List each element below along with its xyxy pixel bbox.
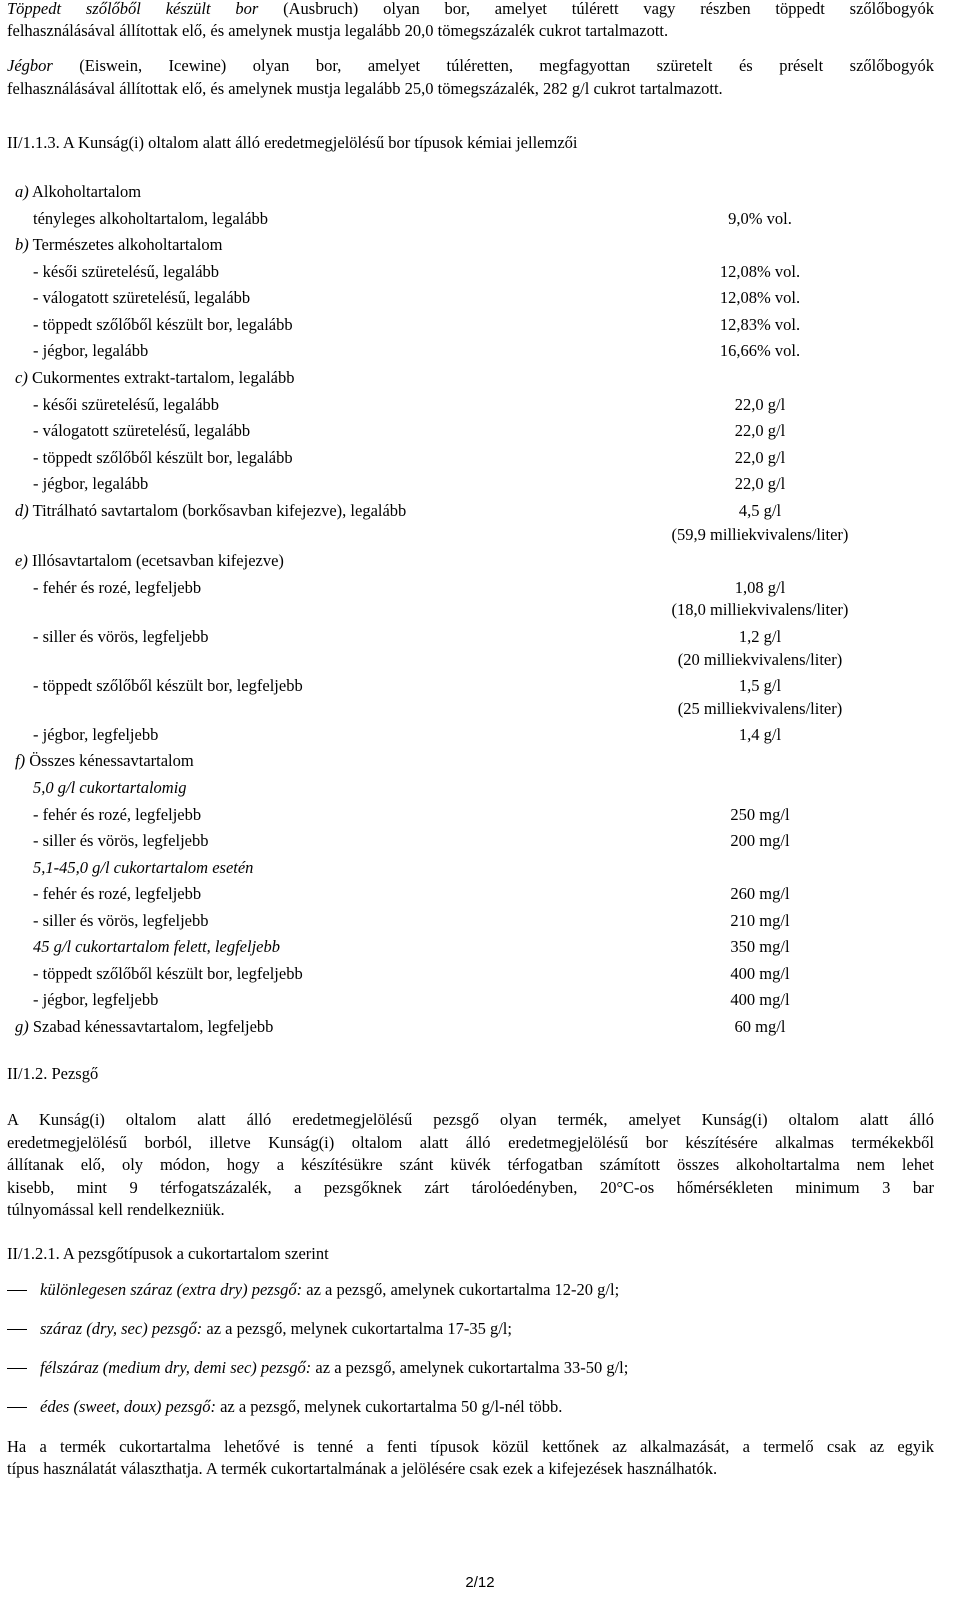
intro-p1-line2: felhasználásával állítottak elő, és amelynek mustja legalább 20,0 tömegszázalék cukrot tartalmazott. bbox=[7, 21, 669, 40]
sparkling-type-term: száraz (dry, sec) pezsgő: bbox=[40, 1319, 203, 1338]
item-c-row-label: - töppedt szőlőből készült bor, legalább bbox=[33, 448, 293, 467]
section-heading-113: II/1.1.3. A Kunság(i) oltalom alatt álló eredetmegjelölésű bor típusok kémiai jellemzői bbox=[7, 133, 578, 152]
item-f-letter: f) bbox=[15, 751, 26, 770]
sparkling-type-term: félszáraz (medium dry, demi sec) pezsgő: bbox=[40, 1358, 312, 1377]
item-c-row-label: - jégbor, legalább bbox=[33, 474, 149, 493]
dash-bullet-icon bbox=[7, 1407, 27, 1408]
item-f-row-label: - siller és vörös, legfeljebb bbox=[33, 911, 209, 930]
sparkling-type-term: különlegesen száraz (extra dry) pezsgő: bbox=[40, 1280, 303, 1299]
item-d-value: 4,5 g/l bbox=[738, 501, 782, 520]
sparkling-type-text: az a pezsgő, amelynek cukortartalma 12-20 g/l; bbox=[302, 1280, 620, 1299]
dash-bullet-icon bbox=[7, 1290, 27, 1291]
sparkling-type-item bbox=[40, 1397, 562, 1417]
item-b-row-label: - jégbor, legalább bbox=[33, 341, 149, 360]
dash-bullet-icon bbox=[7, 1368, 27, 1369]
item-a-title bbox=[15, 182, 141, 202]
pezsgo-para-line: kisebb, mint 9 térfogatszázalék, a pezsgőknek zárt tárolóedényben, 20°C-os hőmérsékleten minimum 3 bar bbox=[7, 1178, 934, 1197]
item-f-row-label: - fehér és rozé, legfeljebb bbox=[33, 805, 202, 824]
item-a-row-value: 9,0% vol. bbox=[728, 209, 792, 228]
item-e-row-value: 1,5 g/l bbox=[738, 676, 782, 695]
item-d-title-text: Titrálható savtartalom (borkősavban kifejezve), legalább bbox=[28, 501, 407, 520]
item-g-value: 60 mg/l bbox=[734, 1017, 786, 1036]
item-f-sub3-value: 350 mg/l bbox=[730, 937, 790, 956]
item-e-title bbox=[15, 551, 284, 571]
item-e-row-sub: (18,0 milliekvivalens/liter) bbox=[671, 600, 849, 619]
page-number: 2/12 bbox=[465, 1574, 495, 1591]
sparkling-type-term: édes (sweet, doux) pezsgő: bbox=[40, 1397, 216, 1416]
item-e-row-value: 1,2 g/l bbox=[738, 627, 782, 646]
item-b-row-label: - válogatott szüretelésű, legalább bbox=[33, 288, 251, 307]
item-b-row-value: 12,08% vol. bbox=[719, 288, 801, 307]
item-c-title bbox=[15, 368, 295, 388]
item-c-letter: c) bbox=[15, 368, 28, 387]
item-e-row-label: - jégbor, legfeljebb bbox=[33, 725, 159, 744]
section-heading-12: II/1.2. Pezsgő bbox=[7, 1064, 99, 1083]
item-f-row-value: 400 mg/l bbox=[730, 990, 790, 1009]
item-f-row-value: 400 mg/l bbox=[730, 964, 790, 983]
item-f-row-label: - fehér és rozé, legfeljebb bbox=[33, 884, 202, 903]
item-c-row-value: 22,0 g/l bbox=[734, 448, 786, 467]
section-heading-121: II/1.2.1. A pezsgőtípusok a cukortartalom szerint bbox=[7, 1244, 329, 1263]
item-c-row-value: 22,0 g/l bbox=[734, 395, 786, 414]
pezsgo-para-last: túlnyomással kell rendelkezniük. bbox=[7, 1200, 225, 1219]
intro-p1-line1 bbox=[7, 0, 934, 19]
item-f-title-text: Összes kénessavtartalom bbox=[25, 751, 194, 770]
item-a-letter: a) bbox=[15, 182, 29, 201]
item-e-title-text: Illósavtartalom (ecetsavban kifejezve) bbox=[27, 551, 284, 570]
sparkling-type-text: az a pezsgő, melynek cukortartalma 17-35 g/l; bbox=[202, 1319, 512, 1338]
item-e-row-label: - fehér és rozé, legfeljebb bbox=[33, 578, 202, 597]
item-f-title bbox=[15, 751, 194, 771]
item-c-row-value: 22,0 g/l bbox=[734, 474, 786, 493]
item-b-letter: b) bbox=[15, 235, 29, 254]
sparkling-type-item bbox=[40, 1358, 628, 1378]
item-f-subheading: 5,0 g/l cukortartalomig bbox=[33, 778, 187, 797]
item-e-row-label: - töppedt szőlőből készült bor, legfeljebb bbox=[33, 676, 303, 695]
item-e-row-value: 1,08 g/l bbox=[734, 578, 786, 597]
term-toppedt: Töppedt szőlőből készült bor bbox=[7, 0, 259, 18]
item-f-subheading: 45 g/l cukortartalom felett, legfeljebb bbox=[33, 937, 280, 956]
closing-line: Ha a termék cukortartalma lehetővé is tenné a fenti típusok közül kettőnek az alkalmazását, a termelő csak az egyik bbox=[7, 1437, 934, 1456]
item-f-row-value: 200 mg/l bbox=[730, 831, 790, 850]
pezsgo-para-line: állítanak elő, oly módon, hogy a készítésükre szánt küvék térfogatban számított összes alkoholtartalma nem lehet bbox=[7, 1155, 934, 1174]
item-e-row-value: 1,4 g/l bbox=[738, 725, 782, 744]
pezsgo-para-line: A Kunság(i) oltalom alatt álló eredetmegjelölésű pezsgő olyan termék, amelyet Kunság(i) oltalom alatt álló bbox=[7, 1110, 934, 1129]
item-c-title-text: Cukormentes extrakt-tartalom, legalább bbox=[27, 368, 295, 387]
term-jegbor: Jégbor bbox=[7, 56, 53, 75]
item-e-row-sub: (25 milliekvivalens/liter) bbox=[677, 699, 843, 718]
item-f-row-label: - jégbor, legfeljebb bbox=[33, 990, 159, 1009]
sparkling-type-item bbox=[40, 1319, 512, 1339]
item-b-row-value: 12,08% vol. bbox=[719, 262, 801, 281]
item-f-row-value: 260 mg/l bbox=[730, 884, 790, 903]
item-b-row-label: - késői szüretelésű, legalább bbox=[33, 262, 220, 281]
item-e-row-sub: (20 milliekvivalens/liter) bbox=[677, 650, 843, 669]
item-d-title bbox=[15, 501, 406, 521]
item-b-row-value: 12,83% vol. bbox=[719, 315, 801, 334]
item-f-subheading: 5,1-45,0 g/l cukortartalom esetén bbox=[33, 858, 254, 877]
item-e-letter: e) bbox=[15, 551, 28, 570]
item-b-row-label: - töppedt szőlőből készült bor, legalább bbox=[33, 315, 293, 334]
closing-line: típus használatát választhatja. A termék cukortartalmának a jelölésére csak ezek a kifejezések használhatók. bbox=[7, 1459, 718, 1478]
item-e-row-label: - siller és vörös, legfeljebb bbox=[33, 627, 209, 646]
item-f-row-value: 250 mg/l bbox=[730, 805, 790, 824]
item-f-row-value: 210 mg/l bbox=[730, 911, 790, 930]
item-b-title bbox=[15, 235, 222, 255]
item-a-row-label: tényleges alkoholtartalom, legalább bbox=[33, 209, 269, 228]
item-f-row-label: - siller és vörös, legfeljebb bbox=[33, 831, 209, 850]
sparkling-type-item bbox=[40, 1280, 619, 1300]
item-g-title bbox=[15, 1017, 273, 1037]
pezsgo-para-line: eredetmegjelölésű borból, illetve Kunság(i) oltalom alatt álló eredetmegjelölésű bor készítésére alkalmas termékekből bbox=[7, 1133, 934, 1152]
item-c-row-label: - késői szüretelésű, legalább bbox=[33, 395, 220, 414]
item-c-row-value: 22,0 g/l bbox=[734, 421, 786, 440]
sparkling-type-text: az a pezsgő, amelynek cukortartalma 33-50 g/l; bbox=[311, 1358, 629, 1377]
intro-p2-line1-text: (Eiswein, Icewine) olyan bor, amelyet túléretten, megfagyottan szüretelt és préselt szőlőbogyók bbox=[52, 56, 934, 75]
item-f-row-label: - töppedt szőlőből készült bor, legfeljebb bbox=[33, 964, 303, 983]
item-c-row-label: - válogatott szüretelésű, legalább bbox=[33, 421, 251, 440]
intro-p2-line2: felhasználásával állítottak elő, és amelynek mustja legalább 25,0 tömegszázalék, 282 g/l cukrot tartalmazott. bbox=[7, 79, 723, 98]
item-b-row-value: 16,66% vol. bbox=[719, 341, 801, 360]
item-a-title-text: Alkoholtartalom bbox=[28, 182, 142, 201]
item-b-title-text: Természetes alkoholtartalom bbox=[28, 235, 223, 254]
item-d-sub: (59,9 milliekvivalens/liter) bbox=[671, 525, 849, 544]
intro-p1-line1-text: (Ausbruch) olyan bor, amelyet túlérett vagy részben töppedt szőlőbogyók bbox=[258, 0, 934, 18]
sparkling-type-text: az a pezsgő, melynek cukortartalma 50 g/l-nél több. bbox=[215, 1397, 563, 1416]
dash-bullet-icon bbox=[7, 1329, 27, 1330]
item-g-letter: g) bbox=[15, 1017, 29, 1036]
item-g-title-text: Szabad kénessavtartalom, legfeljebb bbox=[28, 1017, 274, 1036]
intro-p2-line1 bbox=[7, 56, 934, 76]
item-d-letter: d) bbox=[15, 501, 29, 520]
